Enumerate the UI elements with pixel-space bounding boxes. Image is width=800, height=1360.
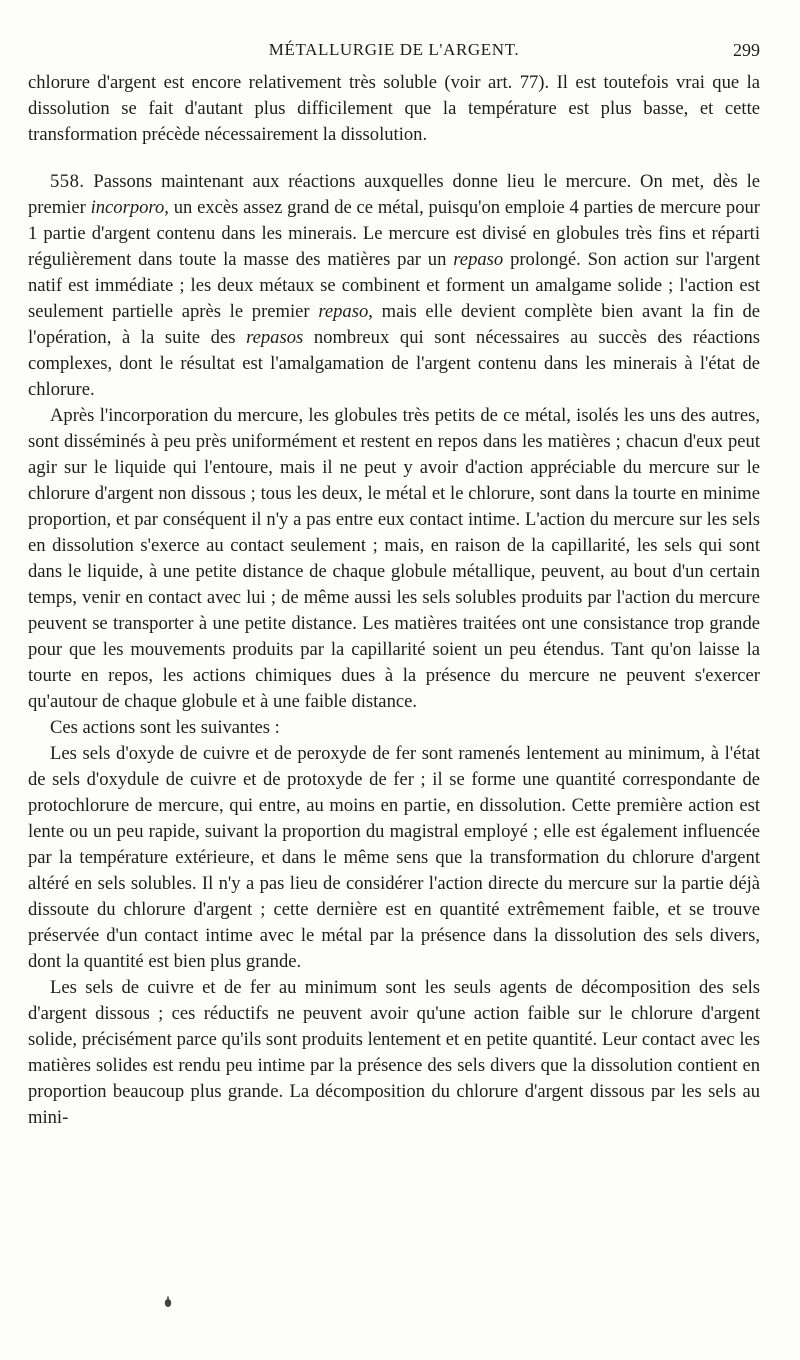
italic-term: repaso	[453, 249, 504, 270]
paragraph-558	[28, 169, 760, 403]
paragraph-text-segment: , un excès assez grand de ce métal, puisqu'on emploie 4 parties de mercure pour 1 partie d'argent contenu dans les minerais. Le mercure est divisé en globules très fins et réparti régulièrement dans toute la masse des matières par un	[28, 197, 760, 270]
paragraph-incorporation: Après l'incorporation du mercure, les globules très petits de ce métal, isolés les uns des autres, sont disséminés à peu près uniformément et restent en repos dans les matières ; chacun d'eux peut agir sur le liquide qui l'entoure, mais il ne peut y avoir d'action appréciable du mercure sur le chlorure d'argent non dissous ; tous les deux, le métal et le chlorure, sont dans la tourte en minime proportion, et par conséquent il n'y a pas entre eux contact intime. L'action du mercure sur les sels en dissolution s'exerce au contact seulement ; mais, en raison de la capillarité, les sels qui sont dans le liquide, à une petite distance de chaque globule métallique, peuvent, au bout d'un certain temps, venir en contact avec lui ; de même aussi les sels solubles produits par l'action du mercure peuvent se transporter à une petite distance. Les matières traitées ont une consistance trop grande pour que les mouvements produits par la capillarité soient un peu étendus. Tant qu'on laisse la tourte en repos, les actions chimiques dues à la présence du mercure ne peuvent s'exercer qu'autour de chaque globule et à une faible distance.	[28, 405, 760, 712]
italic-term: repaso	[318, 301, 369, 322]
running-title: MÉTALLURGIE DE L'ARGENT.	[268, 40, 520, 59]
paragraph-actions-intro: Ces actions sont les suivantes :	[50, 717, 280, 738]
paragraph-number: 558.	[50, 171, 85, 192]
running-head	[28, 40, 760, 64]
page-number: 299	[733, 40, 760, 60]
paragraph-text-segment: , mais elle devient complète bien avant la fin de l'opération, à la suite des	[28, 301, 761, 348]
paragraph-continuation: chlorure d'argent est encore relativement très soluble (voir art. 77). Il est toutefois vrai que la dissolution se fait d'autant plus difficilement que la température est plus basse, et cette transformation précède nécessairement la dissolution.	[28, 72, 760, 145]
paragraph-copper-iron-salts: Les sels d'oxyde de cuivre et de peroxyde de fer sont ramenés lentement au minimum, à l'état de sels d'oxydule de cuivre et de protoxyde de fer ; il se forme une quantité correspondante de protochlorure de mercure, qui entre, au moins en partie, en dissolution. Cette première action est lente ou un peu rapide, suivant la proportion du magistral employé ; elle est également influencée par la température extérieure, et dans le même sens que la transformation du chlorure d'argent altéré en sels solubles. Il n'y a pas lieu de considérer l'action directe du mercure sur la partie déjà dissoute du chlorure d'argent ; cette dernière est en quantité extrêmement faible, et se trouve préservée d'un contact intime avec le métal par la présence dans la dissolution des sels divers, dont la quantité est bien plus grande.	[28, 743, 760, 972]
italic-term: incorporo	[90, 197, 165, 218]
paragraph-text-segment: nombreux qui sont nécessaires au succès des réactions complexes, dont le résultat est l'amalgamation de l'argent contenu dans les minerais à l'état de chlorure.	[28, 327, 760, 400]
paragraph-reducing-agents: Les sels de cuivre et de fer au minimum sont les seuls agents de décomposition des sels d'argent dissous ; ces réductifs ne peuvent avoir qu'une action faible sur le chlorure d'argent solide, précisément parce qu'ils sont produits lentement et en petite quantité. Leur contact avec les matières solides est rendu peu intime par la présence des sels divers que la dissolution contient en proportion beaucoup plus grande. La décomposition du chlorure d'argent dissous par les sels au mini-	[28, 977, 760, 1128]
body-text	[28, 70, 760, 1131]
italic-term: repasos	[246, 327, 304, 348]
paragraph-text-segment: Passons maintenant aux réactions auxquelles donne lieu le mercure. On met, dès le premier	[28, 171, 760, 218]
printer-mark-icon	[163, 1296, 173, 1308]
paragraph-text-segment: prolongé. Son action sur l'argent natif est immédiate ; les deux métaux se combinent et forment un amalgame solide ; l'action est seulement partielle après le premier	[28, 249, 760, 322]
